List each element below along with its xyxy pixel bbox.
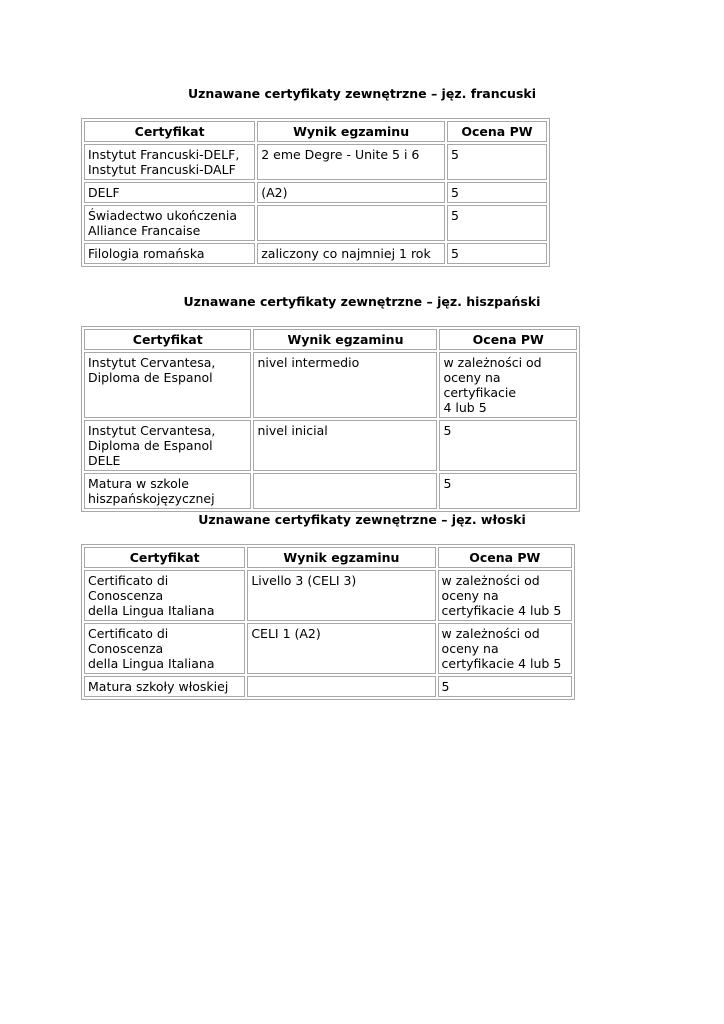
- table-row: [84, 570, 572, 621]
- cell-certyfikat: Certificato di Conoscenza della Lingua Italiana: [84, 623, 245, 674]
- cell-certyfikat: Matura szkoły włoskiej: [84, 676, 245, 697]
- cell-certyfikat: Certificato di Conoscenza della Lingua Italiana: [84, 570, 245, 621]
- cell-certyfikat: Instytut Cervantesa, Diploma de Espanol: [84, 352, 251, 418]
- table-italian: [81, 544, 575, 700]
- table-row: [84, 420, 577, 471]
- cell-ocena: 5: [447, 205, 547, 241]
- section-title-italian: Uznawane certyfikaty zewnętrzne – jęz. włoski: [198, 512, 526, 527]
- header-certyfikat: Certyfikat: [84, 329, 251, 350]
- cell-ocena: 5: [447, 182, 547, 203]
- table-row: [84, 243, 547, 264]
- cell-certyfikat: Filologia romańska: [84, 243, 255, 264]
- table-row: [84, 473, 577, 509]
- header-ocena: Ocena PW: [447, 121, 547, 142]
- cell-wynik: [257, 205, 445, 241]
- section-title-spanish: Uznawane certyfikaty zewnętrzne – jęz. hiszpański: [183, 294, 541, 309]
- cell-ocena: 5: [447, 243, 547, 264]
- cell-ocena: w zależności od oceny na certyfikacie 4 lub 5: [439, 352, 577, 418]
- header-ocena: Ocena PW: [438, 547, 572, 568]
- cell-ocena: 5: [439, 420, 577, 471]
- table-row: [84, 144, 547, 180]
- cell-certyfikat: Świadectwo ukończenia Alliance Francaise: [84, 205, 255, 241]
- cell-wynik: [253, 473, 437, 509]
- table-header-row: [84, 329, 577, 350]
- cell-certyfikat: Instytut Francuski-DELF, Instytut Francuski-DALF: [84, 144, 255, 180]
- header-wynik: Wynik egzaminu: [253, 329, 437, 350]
- cell-ocena: w zależności od oceny na certyfikacie 4 lub 5: [438, 570, 572, 621]
- header-wynik: Wynik egzaminu: [257, 121, 445, 142]
- header-wynik: Wynik egzaminu: [247, 547, 435, 568]
- header-certyfikat: Certyfikat: [84, 547, 245, 568]
- cell-certyfikat: DELF: [84, 182, 255, 203]
- table-header-row: [84, 547, 572, 568]
- cell-wynik: nivel inicial: [253, 420, 437, 471]
- cell-wynik: zaliczony co najmniej 1 rok: [257, 243, 445, 264]
- cell-ocena: w zależności od oceny na certyfikacie 4 lub 5: [438, 623, 572, 674]
- table-row: [84, 352, 577, 418]
- header-ocena: Ocena PW: [439, 329, 577, 350]
- cell-wynik: 2 eme Degre - Unite 5 i 6: [257, 144, 445, 180]
- cell-wynik: [247, 676, 435, 697]
- cell-ocena: 5: [447, 144, 547, 180]
- table-spanish: [81, 326, 580, 512]
- cell-certyfikat: Instytut Cervantesa, Diploma de Espanol DELE: [84, 420, 251, 471]
- table-row: [84, 623, 572, 674]
- section-title-french: Uznawane certyfikaty zewnętrzne – jęz. francuski: [188, 86, 536, 101]
- cell-wynik: nivel intermedio: [253, 352, 437, 418]
- cell-ocena: 5: [438, 676, 572, 697]
- table-header-row: [84, 121, 547, 142]
- table-row: [84, 205, 547, 241]
- cell-certyfikat: Matura w szkole hiszpańskojęzycznej: [84, 473, 251, 509]
- cell-wynik: CELI 1 (A2): [247, 623, 435, 674]
- cell-wynik: (A2): [257, 182, 445, 203]
- header-certyfikat: Certyfikat: [84, 121, 255, 142]
- table-row: [84, 676, 572, 697]
- cell-ocena: 5: [439, 473, 577, 509]
- cell-wynik: Livello 3 (CELI 3): [247, 570, 435, 621]
- table-row: [84, 182, 547, 203]
- table-french: [81, 118, 550, 267]
